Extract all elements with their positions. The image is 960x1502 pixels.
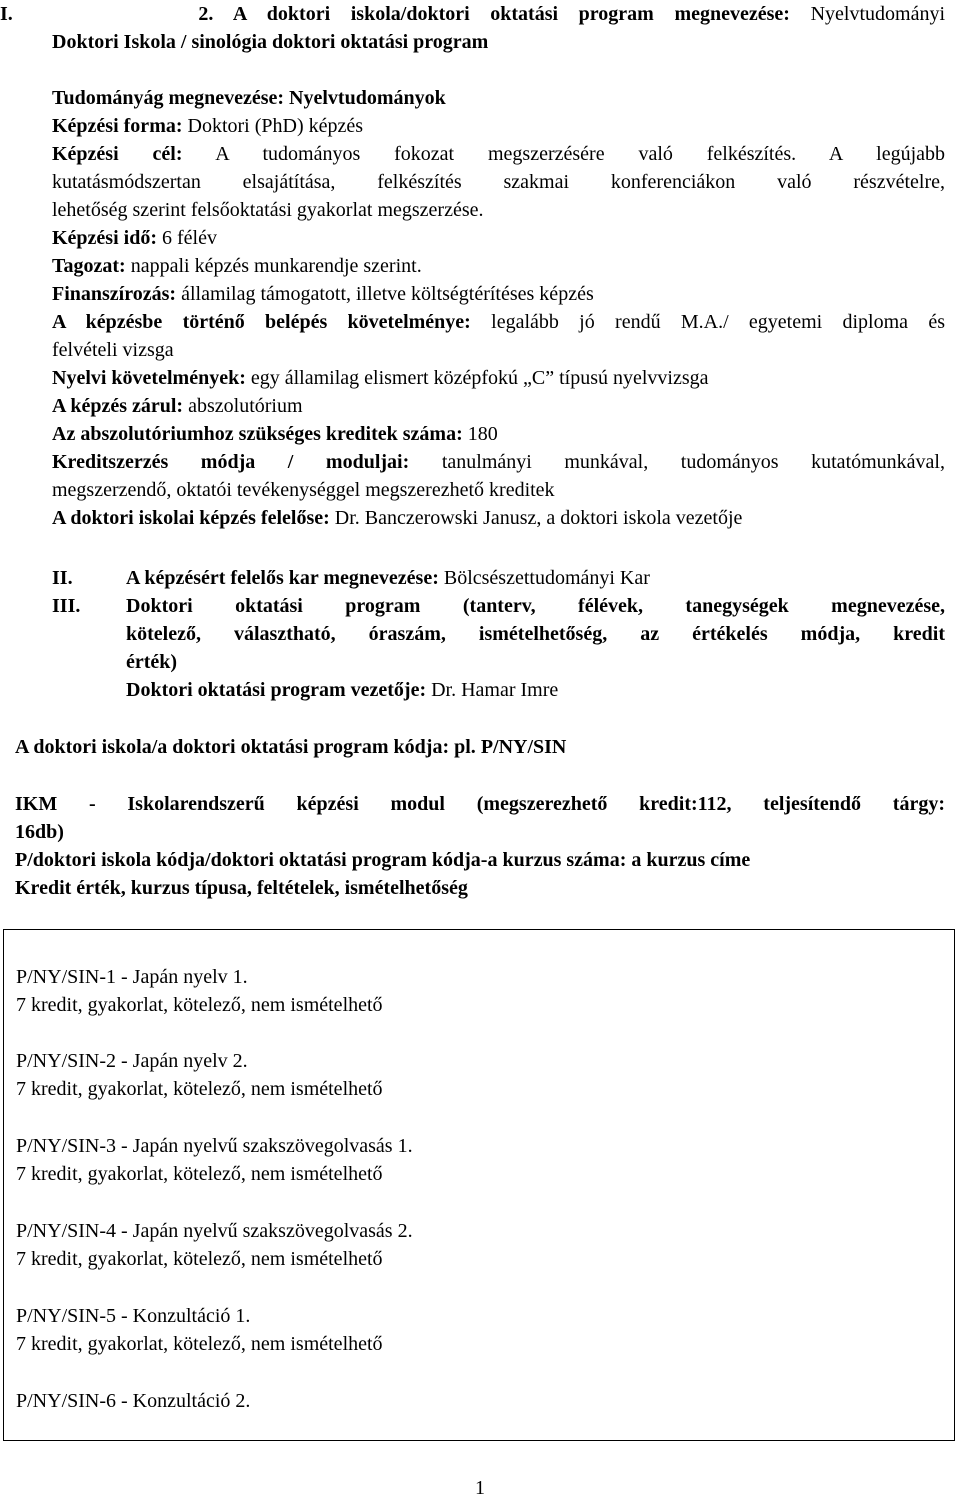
credits-value: 180 xyxy=(467,423,498,445)
section-1-line-1 xyxy=(0,0,945,28)
course-6-title: P/NY/SIN-6 - Konzultáció 2. xyxy=(16,1390,251,1412)
resp-label: A doktori iskolai képzés felelőse: xyxy=(52,507,330,529)
form-label: Képzési forma: xyxy=(52,115,183,137)
section-3-number: III. xyxy=(52,595,81,617)
course-5-title: P/NY/SIN-5 - Konzultáció 1. xyxy=(16,1305,251,1327)
time-label: Képzési idő: xyxy=(52,227,157,249)
section-3-text-3: érték) xyxy=(126,651,178,673)
finance-value: államilag támogatott, illetve költségtérítéses képzés xyxy=(181,283,594,305)
method-text-1: tanulmányi munkával, tudományos kutatómunkával, xyxy=(441,451,945,473)
time-value: 6 félév xyxy=(162,227,217,249)
finance-label: Finanszírozás: xyxy=(52,283,177,305)
course-1-title: P/NY/SIN-1 - Japán nyelv 1. xyxy=(16,966,248,988)
program-code-value: P/NY/SIN xyxy=(480,736,567,758)
section-1-number: I. xyxy=(0,3,13,25)
course-4-details: 7 kredit, gyakorlat, kötelező, nem ismételhető xyxy=(16,1248,383,1270)
program-code-line xyxy=(15,733,566,761)
section-1-value-1: Nyelvtudományi xyxy=(810,3,946,25)
field-value: Nyelvtudományok xyxy=(289,87,446,109)
section-1-line-2 xyxy=(52,28,488,56)
entry-text-1: legalább jó rendű M.A./ egyetemi diploma és xyxy=(491,311,945,333)
mode-value: nappali képzés munkarendje szerint. xyxy=(130,255,422,277)
method-line-2 xyxy=(52,476,555,504)
method-text-2: megszerzendő, oktatói tevékenységgel megszerezhető kreditek xyxy=(52,479,555,501)
goal-line-3 xyxy=(52,196,484,224)
section-3-line-3 xyxy=(126,648,177,676)
form-value: Doktori (PhD) képzés xyxy=(187,115,364,137)
course-2-title: P/NY/SIN-2 - Japán nyelv 2. xyxy=(16,1050,248,1072)
lang-value: egy államilag elismert középfokú „C” típusú nyelvvizsga xyxy=(250,367,709,389)
course-3-details: 7 kredit, gyakorlat, kötelező, nem ismételhető xyxy=(16,1163,383,1185)
section-2-number-line xyxy=(52,564,73,592)
goal-text-2: kutatásmódszertan elsajátítása, felkészítés szakmai konferenciákon való részvételre, xyxy=(52,171,945,193)
method-line-1 xyxy=(52,448,945,476)
section-3-text-1: Doktori oktatási program (tanterv, félévek, tanegységek megnevezése, xyxy=(126,595,945,617)
section-2-value: Bölcsészettudományi Kar xyxy=(443,567,650,589)
goal-line-2 xyxy=(52,168,945,196)
section-3-text-2: kötelező, választható, óraszám, ismételhetőség, az értékelés módja, kredit xyxy=(126,623,945,645)
lang-line xyxy=(52,364,709,392)
module-line-4 xyxy=(15,874,468,902)
module-text-3: P/doktori iskola kódja/doktori oktatási program kódja-a kurzus száma: a kurzus címe xyxy=(15,849,751,871)
module-line-1 xyxy=(15,790,945,818)
section-1-value-2: Doktori Iskola / sinológia doktori oktatási program xyxy=(52,31,489,53)
credits-line xyxy=(52,420,498,448)
module-line-3 xyxy=(15,846,750,874)
course-3-title: P/NY/SIN-3 - Japán nyelvű szakszövegolvasás 1. xyxy=(16,1135,413,1157)
section-2-label: A képzésért felelős kar megnevezése: xyxy=(126,567,439,589)
field-line xyxy=(52,84,446,112)
entry-label: A képzésbe történő belépés követelménye: xyxy=(52,311,471,333)
goal-text-3: lehetőség szerint felsőoktatási gyakorlat megszerzése. xyxy=(52,199,484,221)
section-3-head-line xyxy=(126,676,558,704)
program-code-label: A doktori iskola/a doktori oktatási program kódja: pl. xyxy=(15,736,476,758)
course-2-details: 7 kredit, gyakorlat, kötelező, nem ismételhető xyxy=(16,1078,383,1100)
module-text-4: Kredit érték, kurzus típusa, feltételek, ismételhetőség xyxy=(15,877,468,899)
form-line xyxy=(52,112,363,140)
course-5-details: 7 kredit, gyakorlat, kötelező, nem ismételhető xyxy=(16,1333,383,1355)
resp-value: Dr. Banczerowski Janusz, a doktori iskola vezetője xyxy=(334,507,743,529)
section-3-line-1 xyxy=(126,592,945,620)
resp-line xyxy=(52,504,742,532)
mode-line xyxy=(52,252,422,280)
course-list-box xyxy=(3,929,955,1441)
entry-line-2 xyxy=(52,336,174,364)
mode-label: Tagozat: xyxy=(52,255,126,277)
module-text-1: IKM - Iskolarendszerű képzési modul (megszerezhető kredit:112, teljesítendő tárgy: xyxy=(15,793,945,815)
method-label: Kreditszerzés módja / moduljai: xyxy=(52,451,410,473)
module-line-2 xyxy=(15,818,64,846)
entry-line-1 xyxy=(52,308,945,336)
field-label: Tudományág megnevezése: xyxy=(52,87,285,109)
entry-text-2: felvételi vizsga xyxy=(52,339,174,361)
lang-label: Nyelvi követelmények: xyxy=(52,367,246,389)
course-1-details: 7 kredit, gyakorlat, kötelező, nem ismételhető xyxy=(16,994,383,1016)
page-number: 1 xyxy=(475,1477,485,1499)
goal-text-1: A tudományos fokozat megszerzésére való felkészítés. A legújabb xyxy=(215,143,946,165)
section-3-line-2 xyxy=(126,620,945,648)
course-4-title: P/NY/SIN-4 - Japán nyelvű szakszövegolvasás 2. xyxy=(16,1220,413,1242)
goal-line-1 xyxy=(52,140,945,168)
credits-label: Az abszolutóriumhoz szükséges kreditek száma: xyxy=(52,423,463,445)
goal-label: Képzési cél: xyxy=(52,143,183,165)
section-2-number: II. xyxy=(52,567,73,589)
section-3-head-label: Doktori oktatási program vezetője: xyxy=(126,679,427,701)
section-1-label: 2. A doktori iskola/doktori oktatási program megnevezése: xyxy=(198,3,790,25)
section-3-head-value: Dr. Hamar Imre xyxy=(431,679,559,701)
finance-line xyxy=(52,280,594,308)
module-text-2: 16db) xyxy=(15,821,64,843)
close-label: A képzés zárul: xyxy=(52,395,184,417)
section-2-line xyxy=(126,564,650,592)
close-value: abszolutórium xyxy=(188,395,303,417)
section-3-number-line xyxy=(52,592,80,620)
close-line xyxy=(52,392,303,420)
time-line xyxy=(52,224,217,252)
